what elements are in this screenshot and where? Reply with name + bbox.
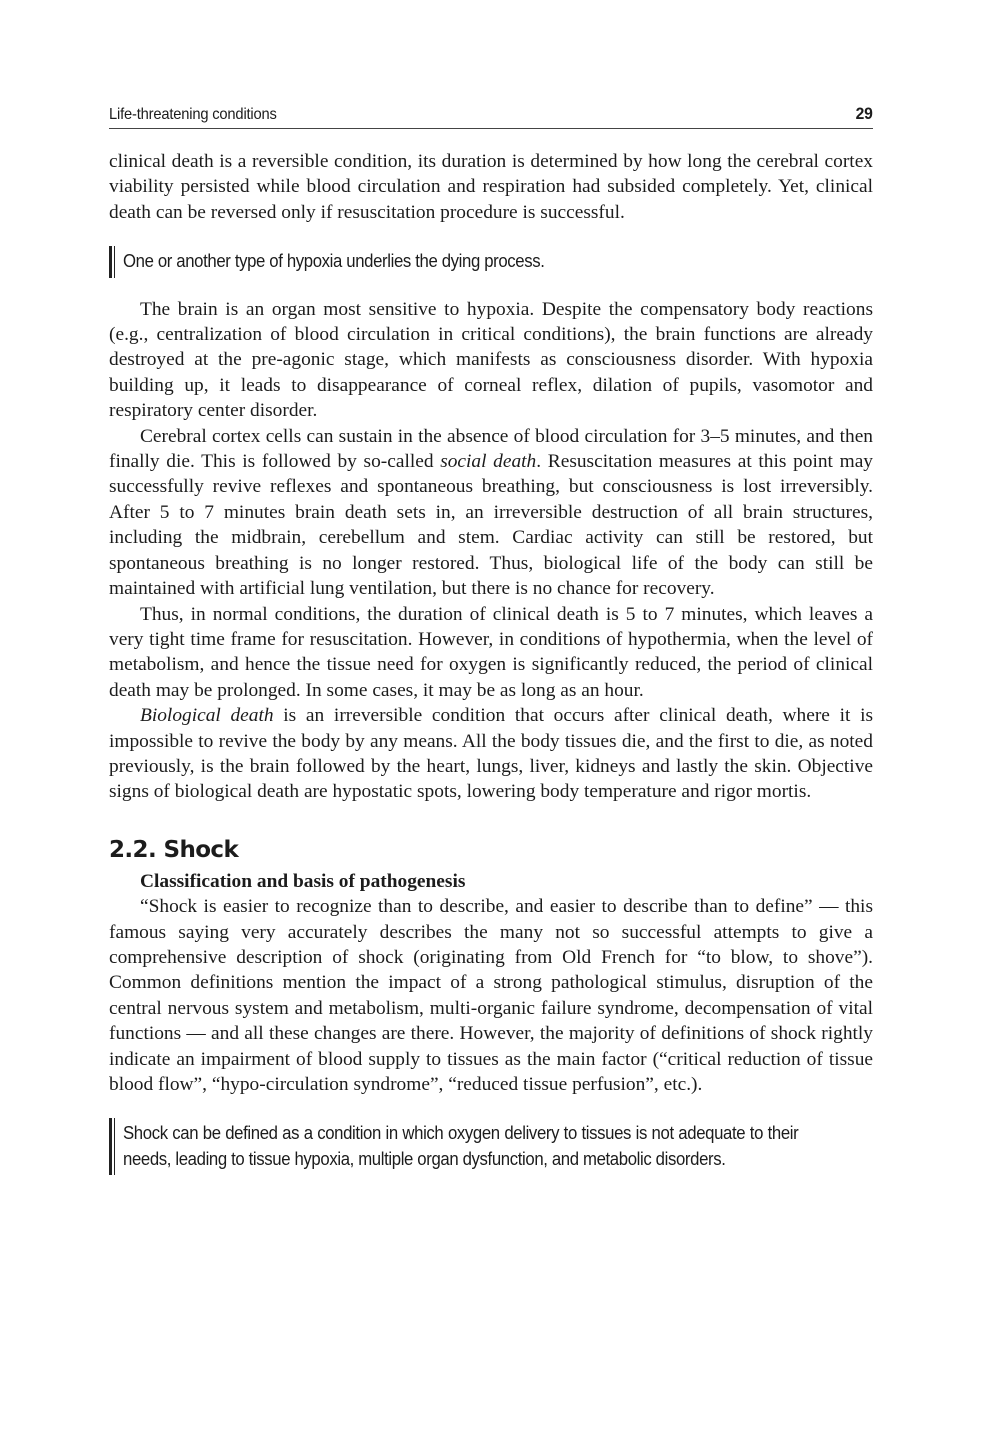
page-number: 29 — [855, 104, 873, 123]
body-text — [109, 149, 873, 1175]
text-run: Cerebral cortex cells can sustain in the absence of blood circulation for 3–5 minutes, and then finally die. This is followed by so-called — [109, 425, 873, 473]
callout-bar — [109, 1118, 112, 1175]
section-heading-shock: 2.2. Shock — [109, 836, 239, 863]
paragraph-biological-death — [109, 703, 873, 805]
callout-text: Shock can be defined as a condition in which oxygen delivery to tissues is not adequate to their needs, leading to tissue hypoxia, multiple organ dysfunction, and metabolic disorders. — [122, 1122, 798, 1169]
paragraph-clinical-death-continued: clinical death is a reversible condition, its duration is determined by how long the cerebral cortex viability persisted while blood circulation and respiration had subsided completely. Yet, clinical death can be reversed only if resuscitation procedure is successful. — [109, 151, 873, 223]
header-rule — [109, 128, 873, 129]
book-page — [109, 104, 873, 1194]
paragraph-brain-hypoxia: The brain is an organ most sensitive to hypoxia. Despite the compensatory body reactions (e.g., centralization of blood circulation in critical conditions), the brain functions are already destroyed at the pre-agonic stage, which manifests as consciousness disorder. With hypoxia building up, it leads to disappearance of corneal reflex, dilation of pupils, vasomotor and respiratory center disorder. — [109, 298, 873, 422]
running-head — [109, 104, 873, 128]
callout-shock-definition — [109, 1118, 873, 1175]
text-run: is an irreversible condition that occurs after clinical death, where it is impossible to revive the body by any means. All the body tissues die, and the first to die, as noted previously, is the brain followed by the heart, lungs, liver, kidneys and lastly the skin. Objective signs of biological death are hypostatic spots, lowering body temperature and rigor mortis. — [109, 705, 873, 803]
callout-hypoxia — [109, 246, 873, 277]
emphasis-social-death: social death — [440, 451, 537, 473]
paragraph-clinical-death-duration: Thus, in normal conditions, the duration of clinical death is 5 to 7 minutes, which leaves a very tight time frame for resuscitation. However, in conditions of hypothermia, when the level of metabolism, and hence the tissue need for oxygen is significantly reduced, the period of clinical death may be prolonged. In some cases, it may be as long as an hour. — [109, 603, 873, 701]
subheading-classification: Classification and basis of pathogenesis — [140, 870, 466, 892]
callout-bar-thin — [114, 246, 115, 277]
paragraph-shock-definition: “Shock is easier to recognize than to describe, and easier to describe than to define” — this famous saying very accurately describes the many not so successful attempts to give a comprehensive description of shock (originating from Old French for “to blow, to shove”). Common definitions mention the impact of a strong pathological stimulus, disruption of the central nervous system and metabolism, multi-organic failure syndrome, decompensation of vital functions — and all these changes are there. However, the majority of definitions of shock rightly indicate an impairment of blood supply to tissues as the main factor (“critical reduction of tissue blood flow”, “hypo-circulation syndrome”, “reduced tissue perfusion”, etc.). — [109, 896, 873, 1095]
callout-bar-thin — [114, 1118, 115, 1175]
callout-bar — [109, 246, 112, 277]
text-run: . Resuscitation measures at this point may successfully revive reflexes and spontaneous breathing, but consciousness is lost irreversibly. After 5 to 7 minutes brain death sets in, an irreversible destruction of all brain structures, including the midbrain, cerebellum and stem. Cardiac activity can still be restored, but spontaneous breathing is no longer restored. Thus, biological life of the body can still be maintained with artificial lung ventilation, but there is no chance for recovery. — [109, 451, 873, 600]
emphasis-biological-death: Biological death — [140, 705, 274, 727]
paragraph-cortex-cells — [109, 424, 873, 602]
running-title: Life-threatening conditions — [109, 106, 277, 123]
callout-text: One or another type of hypoxia underlies the dying process. — [122, 250, 545, 272]
